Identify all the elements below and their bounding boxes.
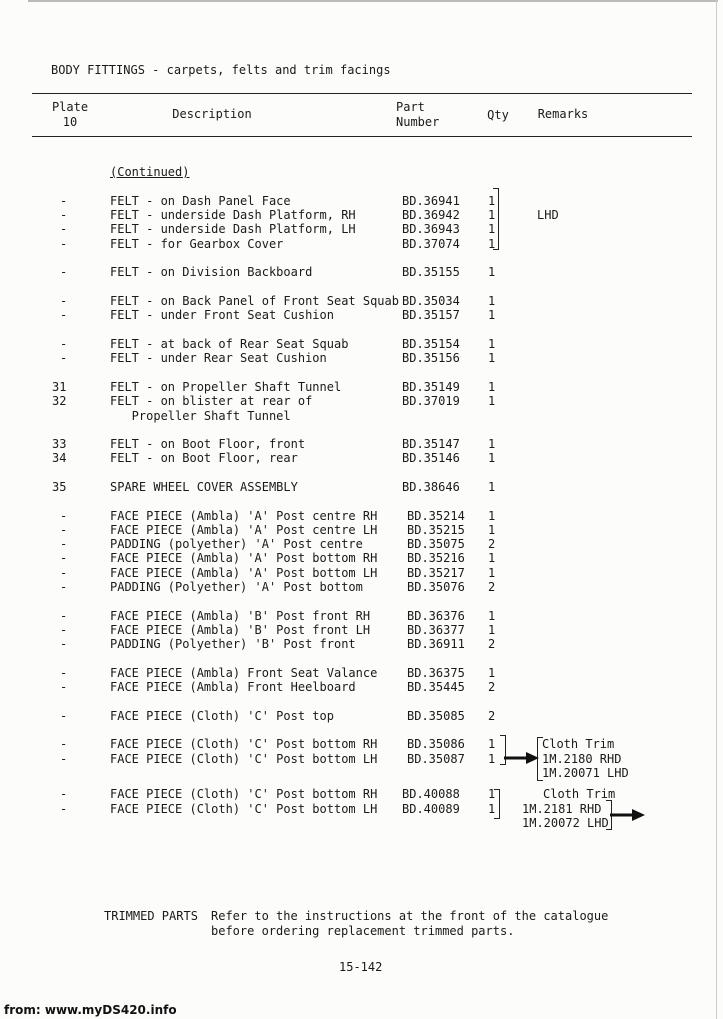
row-plate: - bbox=[60, 623, 68, 637]
row-plate: 34 bbox=[52, 451, 67, 465]
row-part-number: BD.35147 bbox=[402, 437, 460, 451]
row-qty: 1 bbox=[488, 566, 496, 580]
row-part-number: BD.36377 bbox=[407, 623, 465, 637]
row-qty: 1 bbox=[488, 509, 496, 523]
row-part-number: BD.36941 bbox=[402, 194, 460, 208]
row-qty: 1 bbox=[488, 222, 496, 236]
row-part-number: BD.36911 bbox=[407, 637, 465, 651]
row-qty: 1 bbox=[488, 480, 496, 494]
row-plate: - bbox=[60, 802, 68, 816]
row-qty: 1 bbox=[488, 787, 496, 801]
row-plate: - bbox=[60, 566, 68, 580]
row-plate: - bbox=[60, 509, 68, 523]
row-plate: - bbox=[60, 237, 68, 251]
source-watermark: from: www.myDS420.info bbox=[4, 1003, 177, 1017]
row-part-number: BD.35034 bbox=[402, 294, 460, 308]
row-part-number: BD.35155 bbox=[402, 265, 460, 279]
row-qty: 1 bbox=[488, 802, 496, 816]
row-part-number: BD.36942 bbox=[402, 208, 460, 222]
row-description: FACE PIECE (Cloth) 'C' Post bottom LH bbox=[110, 752, 378, 766]
row-description: FACE PIECE (Ambla) 'A' Post bottom RH bbox=[110, 551, 378, 565]
row-description: FACE PIECE (Ambla) Front Seat Valance bbox=[110, 666, 378, 680]
arrow-icon bbox=[610, 808, 646, 822]
row-part-number: BD.35086 bbox=[407, 737, 465, 751]
row-description: FELT - underside Dash Platform, LH bbox=[110, 222, 356, 236]
qty-bracket-dash bbox=[493, 188, 499, 250]
row-plate: - bbox=[60, 680, 68, 694]
row-plate: 35 bbox=[52, 480, 67, 494]
row-plate: - bbox=[60, 337, 68, 351]
row-description: FACE PIECE (Ambla) 'A' Post centre LH bbox=[110, 523, 378, 537]
row-qty: 1 bbox=[488, 237, 496, 251]
row-description: FELT - under Rear Seat Cushion bbox=[110, 351, 327, 365]
row-qty: 1 bbox=[488, 380, 496, 394]
row-plate: - bbox=[60, 537, 68, 551]
row-description: FELT - at back of Rear Seat Squab bbox=[110, 337, 349, 351]
row-plate: 33 bbox=[52, 437, 67, 451]
row-description: FACE PIECE (Ambla) 'B' Post front RH bbox=[110, 609, 371, 623]
row-qty: 1 bbox=[488, 737, 496, 751]
row-plate: - bbox=[60, 308, 68, 322]
row-description: FELT - for Gearbox Cover bbox=[110, 237, 284, 251]
row-part-number: BD.35085 bbox=[407, 709, 465, 723]
row-part-number: BD.35075 bbox=[407, 537, 465, 551]
row-plate: - bbox=[60, 551, 68, 565]
row-part-number: BD.35087 bbox=[407, 752, 465, 766]
row-description: FACE PIECE (Ambla) 'A' Post bottom LH bbox=[110, 566, 378, 580]
row-part-number: BD.35216 bbox=[407, 551, 465, 565]
row-description: SPARE WHEEL COVER ASSEMBLY bbox=[110, 480, 298, 494]
row-qty: 2 bbox=[488, 637, 496, 651]
row-description: FELT - on blister at rear of bbox=[110, 394, 313, 408]
row-part-number: BD.35149 bbox=[402, 380, 460, 394]
row-plate: - bbox=[60, 709, 68, 723]
row-qty: 1 bbox=[488, 208, 496, 222]
row-plate: - bbox=[60, 208, 68, 222]
row-plate: - bbox=[60, 351, 68, 365]
row-description: PADDING (Polyether) 'B' Post front bbox=[110, 637, 356, 651]
row-part-number: BD.37074 bbox=[402, 237, 460, 251]
row-part-number: BD.36376 bbox=[407, 609, 465, 623]
row-description: FELT - on Boot Floor, front bbox=[110, 437, 306, 451]
row-description: FACE PIECE (Ambla) 'B' Post front LH bbox=[110, 623, 371, 637]
row-plate: - bbox=[60, 787, 68, 801]
row-description: FELT - on Division Backboard bbox=[110, 265, 313, 279]
row-plate: - bbox=[60, 752, 68, 766]
row-plate: - bbox=[60, 265, 68, 279]
row-part-number: BD.35445 bbox=[407, 680, 465, 694]
row-qty: 2 bbox=[488, 680, 496, 694]
row-plate: 31 bbox=[52, 380, 67, 394]
row-description: PADDING (polyether) 'A' Post centre bbox=[110, 537, 363, 551]
cpost-2-remark-title: Cloth Trim bbox=[543, 787, 616, 801]
row-plate: - bbox=[60, 637, 68, 651]
page-title: BODY FITTINGS - carpets, felts and trim facings bbox=[51, 63, 391, 77]
row-part-number: BD.35215 bbox=[407, 523, 465, 537]
row-qty: 2 bbox=[488, 709, 496, 723]
row-qty: 1 bbox=[488, 609, 496, 623]
row-qty: 2 bbox=[488, 580, 496, 594]
row-description: FELT - under Front Seat Cushion bbox=[110, 308, 334, 322]
row-description: FACE PIECE (Cloth) 'C' Post bottom LH bbox=[110, 802, 378, 816]
cpost-2-remark-rhd: 1M.2181 RHD bbox=[522, 802, 602, 816]
header-rule-top bbox=[32, 93, 692, 94]
row-plate: - bbox=[60, 609, 68, 623]
arrow-icon bbox=[504, 751, 540, 765]
row-part-number: BD.38646 bbox=[402, 480, 460, 494]
row-part-number: BD.35156 bbox=[402, 351, 460, 365]
header-remarks: Remarks bbox=[537, 107, 589, 121]
row-description: FELT - on Dash Panel Face bbox=[110, 194, 291, 208]
row-part-number: BD.35154 bbox=[402, 337, 460, 351]
row-qty: 1 bbox=[488, 623, 496, 637]
row-part-number: BD.36375 bbox=[407, 666, 465, 680]
header-plate: Plate 10 bbox=[51, 100, 89, 129]
row-plate: - bbox=[60, 523, 68, 537]
row-part-number: BD.35214 bbox=[407, 509, 465, 523]
row-qty: 1 bbox=[488, 451, 496, 465]
row-description: FELT - on Back Panel of Front Seat Squab bbox=[110, 294, 399, 308]
row-plate: - bbox=[60, 666, 68, 680]
row-plate: - bbox=[60, 294, 68, 308]
note-line-1: Refer to the instructions at the front of the catalogue bbox=[211, 909, 609, 923]
row-description: FELT - underside Dash Platform, RH bbox=[110, 208, 356, 222]
row-description: FELT - on Boot Floor, rear bbox=[110, 451, 298, 465]
row-qty: 1 bbox=[488, 551, 496, 565]
row-plate: - bbox=[60, 580, 68, 594]
row-qty: 1 bbox=[488, 308, 496, 322]
row-description: FACE PIECE (Ambla) 'A' Post centre RH bbox=[110, 509, 378, 523]
row-qty: 1 bbox=[488, 394, 496, 408]
row-part-number: BD.35217 bbox=[407, 566, 465, 580]
row-part-number: BD.35076 bbox=[407, 580, 465, 594]
row-qty: 1 bbox=[488, 194, 496, 208]
scan-edge bbox=[28, 0, 718, 2]
header-rule-bottom bbox=[32, 136, 692, 137]
page-number: 15-142 bbox=[339, 960, 383, 974]
cpost-2-remark-lhd: 1M.20072 LHD bbox=[522, 816, 609, 830]
cpost-1-remark-title: Cloth Trim bbox=[542, 737, 615, 751]
row-part-number: BD.40089 bbox=[402, 802, 460, 816]
remark-lhd: LHD bbox=[537, 208, 559, 222]
row-qty: 1 bbox=[488, 294, 496, 308]
header-part-number: Part Number bbox=[396, 100, 440, 129]
row-plate: 32 bbox=[52, 394, 67, 408]
row-part-number: BD.36943 bbox=[402, 222, 460, 236]
row-plate: - bbox=[60, 737, 68, 751]
row-qty: 1 bbox=[488, 337, 496, 351]
row-plate: - bbox=[60, 194, 68, 208]
row-plate: - bbox=[60, 222, 68, 236]
header-description: Description bbox=[172, 107, 252, 121]
cpost-1-remark-lhd: 1M.20071 LHD bbox=[542, 766, 629, 780]
row-qty: 1 bbox=[488, 265, 496, 279]
row-part-number: BD.35157 bbox=[402, 308, 460, 322]
row-description: Propeller Shaft Tunnel bbox=[110, 409, 291, 423]
row-description: FACE PIECE (Cloth) 'C' Post bottom RH bbox=[110, 787, 378, 801]
row-qty: 1 bbox=[488, 666, 496, 680]
note-label: TRIMMED PARTS bbox=[104, 909, 198, 923]
row-description: FACE PIECE (Cloth) 'C' Post bottom RH bbox=[110, 737, 378, 751]
header-qty: Qty bbox=[487, 108, 509, 122]
row-description: PADDING (Polyether) 'A' Post bottom bbox=[110, 580, 363, 594]
row-description: FACE PIECE (Ambla) Front Heelboard bbox=[110, 680, 356, 694]
row-description: FELT - on Propeller Shaft Tunnel bbox=[110, 380, 342, 394]
row-qty: 1 bbox=[488, 437, 496, 451]
continued-label: (Continued) bbox=[110, 165, 190, 179]
scan-edge-right bbox=[716, 0, 717, 1019]
row-part-number: BD.40088 bbox=[402, 787, 460, 801]
note-line-2: before ordering replacement trimmed parts. bbox=[211, 924, 515, 938]
cpost-1-remark-rhd: 1M.2180 RHD bbox=[542, 752, 622, 766]
row-part-number: BD.37019 bbox=[402, 394, 460, 408]
qty-bracket-cpost-2 bbox=[494, 789, 500, 819]
row-qty: 2 bbox=[488, 537, 496, 551]
row-qty: 1 bbox=[488, 523, 496, 537]
row-qty: 1 bbox=[488, 752, 496, 766]
row-description: FACE PIECE (Cloth) 'C' Post top bbox=[110, 709, 334, 723]
row-qty: 1 bbox=[488, 351, 496, 365]
row-part-number: BD.35146 bbox=[402, 451, 460, 465]
